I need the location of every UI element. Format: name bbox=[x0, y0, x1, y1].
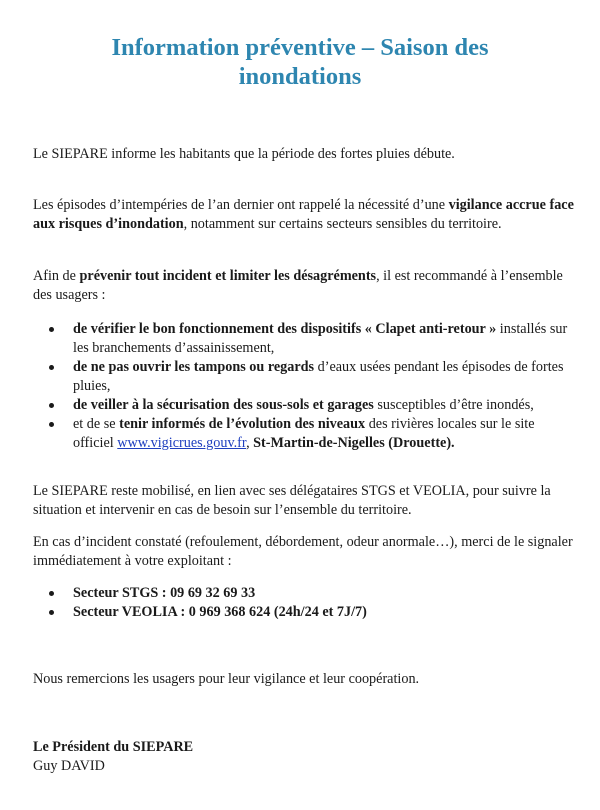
episodes-text-1: Les épisodes d’intempéries de l’an dernier ont rappelé la nécessité d’une bbox=[33, 197, 449, 213]
thanks-paragraph: Nous remercions les usagers pour leur vigilance et leur coopération. bbox=[33, 671, 420, 687]
recommendation-bold: de vérifier le bon fonctionnement des dispositifs « Clapet anti-retour » bbox=[73, 321, 497, 337]
page-title: Information préventive – Saison des inondations bbox=[111, 34, 489, 90]
recommendations-list bbox=[33, 320, 578, 453]
recommendation-bold: de veiller à la sécurisation des sous-sols et garages bbox=[73, 397, 374, 413]
station-name: St-Martin-de-Nigelles (Drouette). bbox=[253, 435, 455, 451]
recommendation-text: susceptibles d’être inondés, bbox=[373, 397, 534, 413]
bullet-icon bbox=[49, 365, 54, 370]
contact-veolia: Secteur VEOLIA : 0 969 368 624 (24h/24 et 7J/7) bbox=[73, 604, 367, 620]
intro-paragraph: Le SIEPARE informe les habitants que la période des fortes pluies débute. bbox=[33, 146, 455, 162]
recommendation-sep: , bbox=[246, 435, 254, 451]
contact-stgs: Secteur STGS : 09 69 32 69 33 bbox=[73, 585, 256, 601]
signature-role: Le Président du SIEPARE bbox=[33, 739, 194, 755]
list-item bbox=[33, 415, 578, 453]
episodes-bold: vigilance accrue face aux risques d’inondation bbox=[33, 197, 574, 232]
bullet-icon bbox=[49, 403, 54, 408]
afin-text-1: Afin de bbox=[33, 268, 80, 284]
list-item bbox=[33, 358, 578, 396]
episodes-paragraph bbox=[33, 196, 578, 234]
incident-paragraph: En cas d’incident constaté (refoulement, débordement, odeur anormale…), merci de le signaler immédiatement à votre exploitant : bbox=[33, 534, 573, 569]
contacts-list bbox=[33, 584, 578, 622]
recommendation-bold: de ne pas ouvrir les tampons ou regards bbox=[73, 359, 315, 375]
episodes-text-2: , notamment sur certains secteurs sensibles du territoire. bbox=[183, 216, 502, 232]
signature-name: Guy DAVID bbox=[33, 758, 105, 774]
mobilise-paragraph: Le SIEPARE reste mobilisé, en lien avec ses délégataires STGS et VEOLIA, pour suivre la situation et intervenir en cas de besoin sur l’ensemble du territoire. bbox=[33, 483, 551, 518]
afin-text-2: , il est recommandé à l’ensemble des usagers : bbox=[33, 268, 563, 303]
signature-block bbox=[33, 738, 578, 776]
afin-bold: prévenir tout incident et limiter les désagréments bbox=[79, 268, 377, 284]
list-item bbox=[33, 320, 578, 358]
bullet-icon bbox=[49, 422, 54, 427]
afin-paragraph bbox=[33, 267, 578, 305]
list-item bbox=[33, 584, 578, 603]
bullet-icon bbox=[49, 610, 54, 615]
bullet-icon bbox=[49, 327, 54, 332]
vigicrues-link[interactable]: www.vigicrues.gouv.fr bbox=[117, 435, 247, 451]
recommendation-bold: tenir informés de l’évolution des niveaux bbox=[119, 416, 366, 432]
recommendation-text: d’eaux usées pendant les épisodes de fortes pluies, bbox=[73, 359, 564, 394]
list-item bbox=[33, 396, 578, 415]
bullet-icon bbox=[49, 591, 54, 596]
list-item bbox=[33, 603, 578, 622]
recommendation-text: des rivières locales sur le site officiel bbox=[73, 416, 535, 451]
recommendation-text: installés sur les branchements d’assainissement, bbox=[73, 321, 568, 356]
recommendation-plain: et de se bbox=[73, 416, 120, 432]
